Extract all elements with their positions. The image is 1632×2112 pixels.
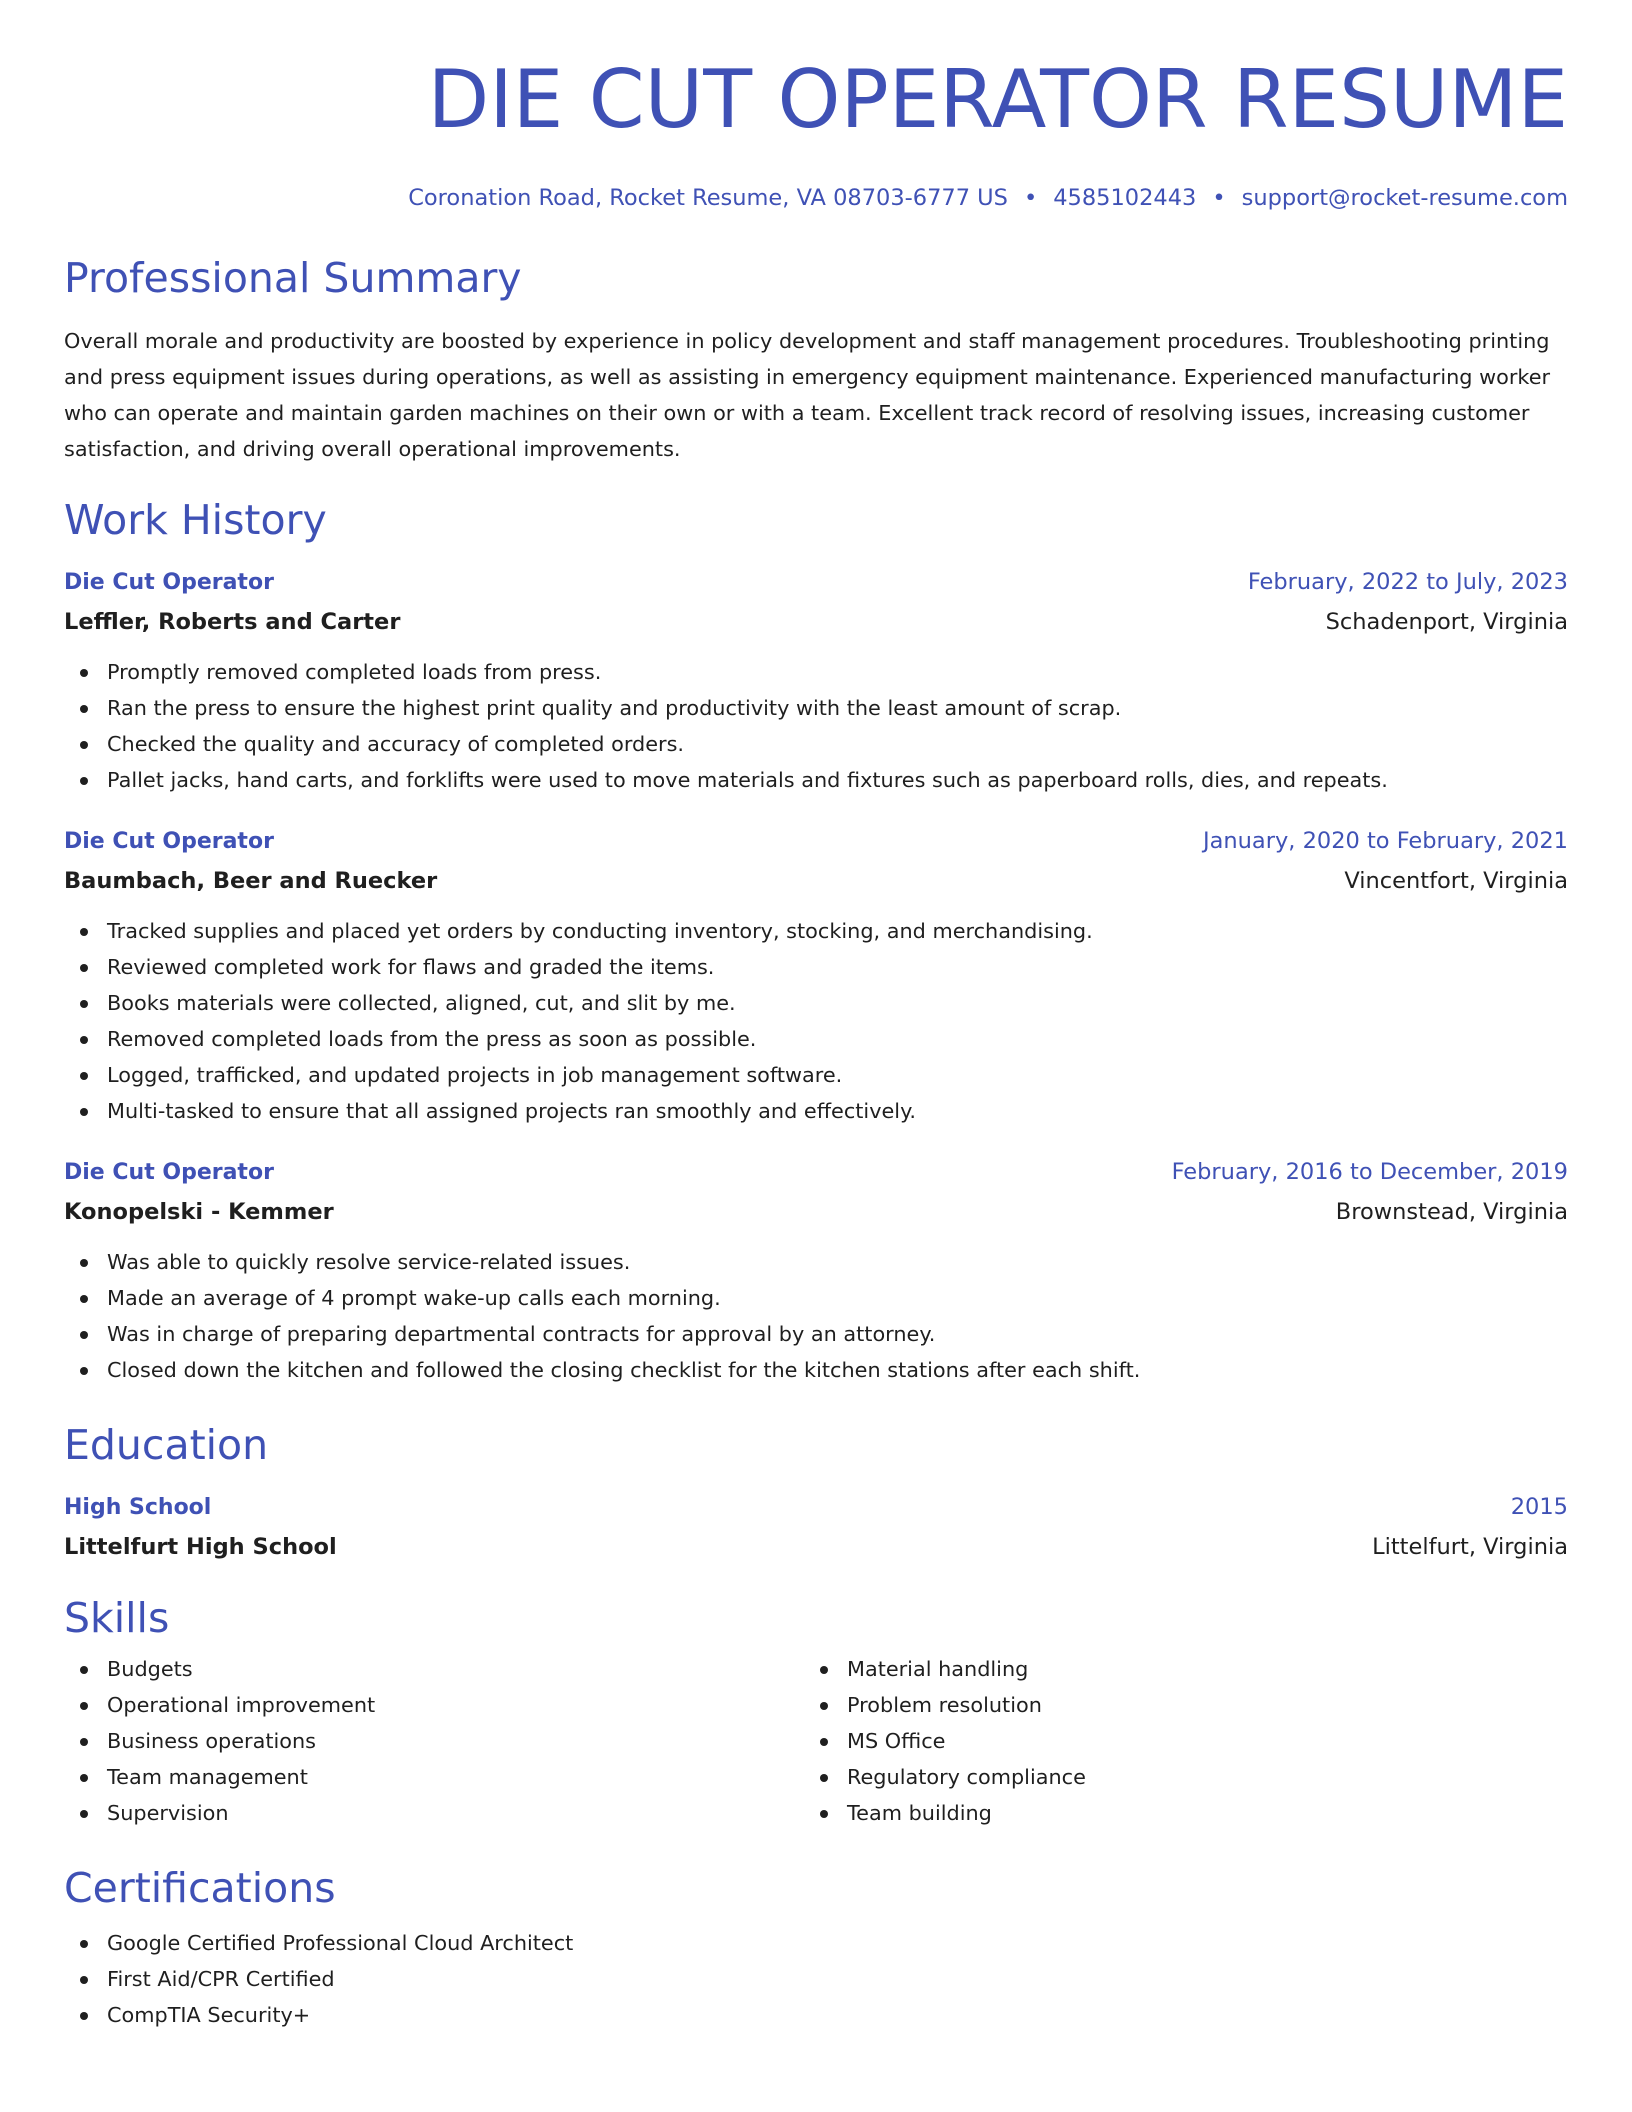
job-duty: Books materials were collected, aligned, cut, and slit by me.	[64, 985, 1568, 1021]
job-duty: Tracked supplies and placed yet orders by conducting inventory, stocking, and merchandising.	[64, 913, 1568, 949]
certification-item: First Aid/CPR Certified	[64, 1961, 1568, 1997]
work-history-heading: Work History	[64, 496, 327, 544]
skill-item: Regulatory compliance	[804, 1759, 1544, 1795]
skill-item: Problem resolution	[804, 1687, 1544, 1723]
education-entry	[64, 1488, 1568, 1567]
job-title: Die Cut Operator	[64, 829, 274, 854]
job-dates: February, 2016 to December, 2019	[1171, 1159, 1568, 1185]
skill-item: Budgets	[64, 1651, 804, 1687]
job-duty: Promptly removed completed loads from press.	[64, 654, 1568, 690]
contact-phone: 4585102443	[1053, 185, 1197, 211]
job-duties	[64, 1244, 1568, 1388]
skill-item: Material handling	[804, 1651, 1544, 1687]
contact-separator: •	[1023, 185, 1038, 211]
job-title: Die Cut Operator	[64, 1160, 274, 1185]
resume-title: DIE CUT OPERATOR RESUME	[427, 53, 1568, 146]
job-duty: Was able to quickly resolve service-related issues.	[64, 1244, 1568, 1280]
job-title: Die Cut Operator	[64, 570, 274, 595]
job-location: Brownstead, Virginia	[1335, 1199, 1568, 1225]
contact-line	[64, 183, 1568, 213]
job-location: Schadenport, Virginia	[1325, 609, 1568, 635]
certifications-list	[64, 1925, 1568, 2033]
contact-address: Coronation Road, Rocket Resume, VA 08703-6777 US	[408, 185, 1008, 211]
skill-item: Supervision	[64, 1795, 804, 1831]
job-entry	[64, 1153, 1568, 1388]
skills-heading: Skills	[64, 1594, 170, 1642]
resume-header	[64, 0, 1568, 213]
job-duties	[64, 913, 1568, 1129]
job-duty: Reviewed completed work for flaws and graded the items.	[64, 949, 1568, 985]
job-duty: Closed down the kitchen and followed the closing checklist for the kitchen stations after each shift.	[64, 1352, 1568, 1388]
job-company: Konopelski - Kemmer	[64, 1199, 334, 1225]
job-entry	[64, 822, 1568, 1129]
job-duty: Was in charge of preparing departmental contracts for approval by an attorney.	[64, 1316, 1568, 1352]
certification-item: CompTIA Security+	[64, 1997, 1568, 2033]
job-duty: Ran the press to ensure the highest print quality and productivity with the least amount of scrap.	[64, 690, 1568, 726]
skills-column-right	[804, 1651, 1544, 1831]
skill-item: Business operations	[64, 1723, 804, 1759]
education-heading: Education	[64, 1421, 269, 1469]
skill-item: Team management	[64, 1759, 804, 1795]
education-school: Littelfurt High School	[64, 1534, 337, 1560]
summary-heading: Professional Summary	[64, 254, 522, 302]
job-entry	[64, 563, 1568, 798]
contact-email: support@rocket-resume.com	[1241, 185, 1568, 211]
job-duty: Pallet jacks, hand carts, and forklifts were used to move materials and fixtures such as paperboard rolls, dies, and repeats.	[64, 762, 1568, 798]
job-company: Baumbach, Beer and Ruecker	[64, 868, 438, 894]
job-location: Vincentfort, Virginia	[1344, 868, 1568, 894]
job-duty: Made an average of 4 prompt wake-up calls each morning.	[64, 1280, 1568, 1316]
education-degree: High School	[64, 1495, 212, 1520]
job-duties	[64, 654, 1568, 798]
job-dates: February, 2022 to July, 2023	[1247, 569, 1568, 595]
certification-item: Google Certified Professional Cloud Architect	[64, 1925, 1568, 1961]
skill-item: Team building	[804, 1795, 1544, 1831]
job-duty: Checked the quality and accuracy of completed orders.	[64, 726, 1568, 762]
summary-text: Overall morale and productivity are boosted by experience in policy development and staff management procedures. Troubleshooting printing and press equipment issues during operations, as well as assisting in emergency equipment maintenance. Experienced manufacturing worker who can operate and maintain garden machines on their own or with a team. Excellent track record of resolving issues, increasing customer satisfaction, and driving overall operational improvements.	[64, 329, 1551, 461]
job-dates: January, 2020 to February, 2021	[1202, 828, 1568, 854]
job-duty: Removed completed loads from the press as soon as possible.	[64, 1021, 1568, 1057]
education-year: 2015	[1510, 1494, 1568, 1520]
contact-separator: •	[1212, 185, 1226, 211]
certifications-heading: Certifications	[64, 1864, 336, 1912]
skill-item: MS Office	[804, 1723, 1544, 1759]
job-duty: Multi-tasked to ensure that all assigned projects ran smoothly and effectively.	[64, 1093, 1568, 1129]
skill-item: Operational improvement	[64, 1687, 804, 1723]
job-company: Leffler, Roberts and Carter	[64, 609, 401, 635]
education-location: Littelfurt, Virginia	[1372, 1534, 1568, 1560]
job-duty: Logged, trafficked, and updated projects in job management software.	[64, 1057, 1568, 1093]
skills-column-left	[64, 1651, 804, 1831]
skills-list	[64, 1651, 1568, 1831]
